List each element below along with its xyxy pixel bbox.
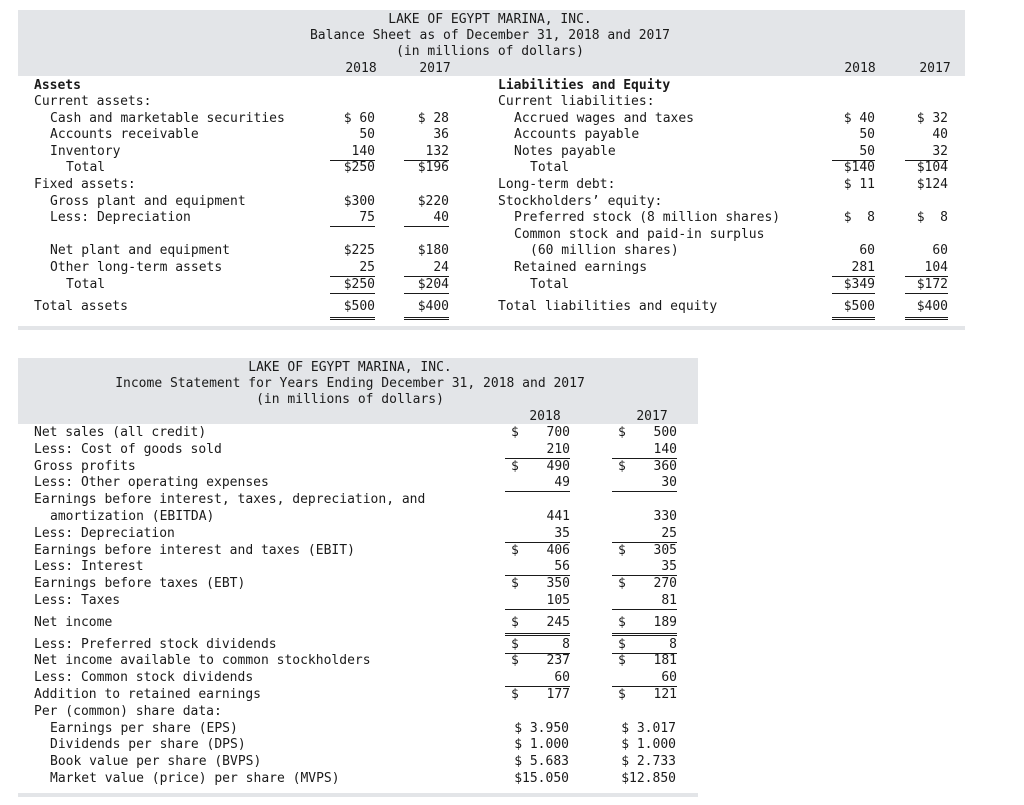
income-value-2018: 700: [546, 425, 570, 440]
liabilities-value-2018: $ 8: [843, 210, 875, 226]
assets-value-2017: $180: [417, 243, 449, 259]
assets-value-2018: 140: [330, 144, 375, 161]
income-row-label: Gross profits: [34, 458, 136, 474]
liabilities-value-2017: $172: [905, 277, 948, 294]
assets-value-2018: $250: [343, 160, 375, 176]
income-value-2018: $15.050: [514, 771, 569, 786]
income-value-2017: 30: [612, 475, 677, 492]
income-value-2018: $ 1.000: [514, 737, 569, 753]
income-row-label: Net sales (all credit): [34, 425, 207, 440]
balance-sheet-bottom-rule: [18, 326, 965, 330]
liabilities-value-2017: $ 32: [916, 110, 948, 126]
income-statement-units: (in millions of dollars): [256, 392, 444, 407]
income-year-2017: 2017: [636, 409, 668, 424]
liabilities-value-2018: 60: [859, 243, 875, 259]
income-dollar-2018: $: [511, 687, 519, 702]
liabilities-value-2018: $ 40: [843, 110, 875, 126]
income-dollar-2017: $: [618, 614, 626, 630]
assets-row-label: Fixed assets:: [34, 177, 136, 192]
liabilities-row-label: Retained earnings: [514, 260, 648, 275]
assets-row-label: Other long-term assets: [50, 260, 223, 275]
income-value-2018: 105: [505, 593, 570, 610]
income-value-2017: 330: [653, 509, 677, 524]
income-value-2017: 35: [612, 559, 677, 576]
income-value-2018: 177: [546, 687, 570, 702]
income-value-2018: 441: [546, 509, 570, 524]
liabilities-row-label: (60 million shares): [530, 243, 679, 259]
income-value-2017: 189: [612, 615, 677, 636]
assets-row-label: Current assets:: [34, 94, 152, 109]
income-dollar-2017: $: [618, 636, 626, 652]
liabilities-value-2017: 60: [932, 243, 948, 259]
income-row-label: Market value (price) per share (MVPS): [50, 771, 340, 786]
income-value-2017: $ 3.017: [621, 720, 676, 736]
assets-row-label: Gross plant and equipment: [50, 193, 246, 209]
liabilities-row-label: Current liabilities:: [498, 94, 655, 109]
income-dollar-2018: $: [511, 653, 519, 669]
income-row-label: Addition to retained earnings: [34, 687, 261, 702]
liabilities-value-2017: $104: [916, 160, 948, 176]
assets-value-2018: 50: [359, 127, 375, 143]
income-value-2017: 500: [653, 425, 677, 440]
liabilities-row-label: Accounts payable: [514, 127, 640, 143]
income-value-2017: 140: [612, 442, 677, 459]
assets-row-label: Total: [66, 160, 106, 176]
liabilities-row-label: Notes payable: [514, 143, 616, 159]
liabilities-equity-heading: Liabilities and Equity: [498, 78, 671, 93]
income-dollar-2018: $: [511, 458, 519, 474]
income-value-2017: 270: [653, 576, 677, 592]
liabilities-row-label: Total: [530, 160, 570, 176]
income-row-label: Earnings before interest, taxes, depreciation, and: [34, 492, 426, 508]
assets-value-2017: 24: [404, 260, 449, 277]
assets-year-2018: 2018: [345, 61, 377, 76]
assets-value-2017: 132: [404, 144, 449, 161]
balance-sheet-units: (in millions of dollars): [396, 44, 584, 59]
liabilities-value-2017: 104: [905, 260, 948, 277]
assets-value-2018: $500: [330, 299, 375, 320]
liabilities-value-2017: $124: [916, 177, 948, 192]
income-statement-subtitle: Income Statement for Years Ending December 31, 2018 and 2017: [115, 376, 585, 391]
income-value-2018: 406: [546, 542, 570, 558]
balance-sheet-title: LAKE OF EGYPT MARINA, INC.: [388, 12, 592, 27]
income-value-2017: 121: [653, 687, 677, 702]
liabilities-year-2018: 2018: [844, 61, 876, 76]
liabilities-row-label: Accrued wages and taxes: [514, 110, 695, 126]
income-value-2017: $ 2.733: [621, 754, 676, 770]
liabilities-value-2018: 50: [832, 144, 875, 161]
income-dollar-2018: $: [511, 636, 519, 652]
income-value-2017: $12.850: [621, 771, 676, 786]
income-row-label: Net income: [34, 614, 113, 630]
liabilities-value-2018: 50: [859, 127, 875, 143]
income-row-label: amortization (EBITDA): [50, 509, 215, 524]
assets-value-2018: 75: [330, 210, 375, 227]
liabilities-row-label: Total: [530, 276, 570, 292]
income-row-label: Less: Common stock dividends: [34, 670, 254, 686]
income-value-2018: 49: [505, 475, 570, 492]
liabilities-row-label: Common stock and paid-in surplus: [514, 226, 765, 242]
income-year-2018: 2018: [529, 409, 561, 424]
income-row-label: Less: Cost of goods sold: [34, 441, 222, 457]
liabilities-row-label: Stockholders’ equity:: [498, 193, 663, 209]
income-dollar-2017: $: [618, 576, 626, 592]
income-statement-bottom-rule: [18, 793, 698, 797]
income-dollar-2018: $: [511, 425, 519, 440]
income-dollar-2017: $: [618, 687, 626, 702]
assets-value-2017: $220: [417, 193, 449, 209]
liabilities-value-2018: 281: [832, 260, 875, 277]
income-row-label: Book value per share (BVPS): [50, 754, 262, 770]
assets-row-label: Inventory: [50, 143, 121, 159]
assets-value-2017: 40: [404, 210, 449, 227]
income-dollar-2017: $: [618, 542, 626, 558]
assets-row-label: Cash and marketable securities: [50, 110, 285, 126]
income-value-2017: 25: [612, 526, 677, 543]
income-row-label: Less: Taxes: [34, 593, 121, 608]
income-value-2018: 490: [546, 458, 570, 474]
income-row-label: Less: Interest: [34, 559, 144, 575]
income-row-label: Dividends per share (DPS): [50, 737, 246, 753]
assets-value-2018: 25: [330, 260, 375, 277]
income-row-label: Earnings before taxes (EBT): [34, 576, 246, 592]
assets-value-2018: $250: [330, 277, 375, 294]
income-dollar-2017: $: [618, 425, 626, 440]
liabilities-value-2018: $349: [832, 277, 875, 294]
income-value-2017: 81: [612, 593, 677, 610]
income-dollar-2018: $: [511, 614, 519, 630]
income-dollar-2018: $: [511, 576, 519, 592]
liabilities-value-2017: $ 8: [916, 210, 948, 226]
income-value-2018: 56: [505, 559, 570, 576]
income-row-label: Earnings before interest and taxes (EBIT): [34, 542, 355, 558]
income-value-2017: 181: [653, 653, 677, 669]
assets-year-2017: 2017: [419, 61, 451, 76]
assets-value-2018: $300: [343, 193, 375, 209]
liabilities-value-2017: $400: [905, 299, 948, 320]
income-statement-title: LAKE OF EGYPT MARINA, INC.: [248, 360, 452, 375]
assets-row-label: Accounts receivable: [50, 127, 199, 143]
income-value-2018: 350: [546, 576, 570, 592]
liabilities-row-label: Preferred stock (8 million shares): [514, 210, 781, 226]
income-value-2018: 245: [505, 615, 570, 636]
income-value-2017: 360: [653, 458, 677, 474]
income-row-label: Less: Preferred stock dividends: [34, 636, 277, 652]
assets-value-2017: 36: [433, 127, 449, 143]
income-value-2017: $ 1.000: [621, 737, 676, 753]
income-row-label: Less: Other operating expenses: [34, 475, 269, 491]
liabilities-value-2018: $ 11: [843, 177, 875, 192]
assets-value-2018: $225: [343, 243, 375, 259]
assets-heading: Assets: [34, 78, 81, 93]
income-value-2018: 60: [505, 670, 570, 687]
income-value-2018: 8: [505, 637, 570, 654]
income-dollar-2017: $: [618, 458, 626, 474]
income-value-2018: 210: [505, 442, 570, 459]
liabilities-year-2017: 2017: [919, 61, 951, 76]
income-value-2018: 237: [546, 653, 570, 669]
assets-value-2017: $400: [404, 299, 449, 320]
income-row-label: Earnings per share (EPS): [50, 720, 238, 736]
liabilities-value-2018: $140: [843, 160, 875, 176]
assets-value-2017: $204: [404, 277, 449, 294]
liabilities-value-2017: 32: [905, 144, 948, 161]
income-value-2018: $ 5.683: [514, 754, 569, 770]
liabilities-row-label: Total liabilities and equity: [498, 299, 718, 315]
income-value-2017: 60: [612, 670, 677, 687]
liabilities-row-label: Long-term debt:: [498, 177, 616, 192]
assets-value-2017: $196: [417, 160, 449, 176]
assets-value-2018: $ 60: [343, 110, 375, 126]
income-value-2017: 8: [612, 637, 677, 654]
income-value-2018: $ 3.950: [514, 720, 569, 736]
income-dollar-2017: $: [618, 653, 626, 669]
liabilities-value-2018: $500: [832, 299, 875, 320]
assets-row-label: Total: [66, 276, 106, 292]
assets-row-label: Net plant and equipment: [50, 243, 231, 259]
assets-value-2017: $ 28: [417, 110, 449, 126]
income-row-label: Less: Depreciation: [34, 525, 175, 541]
assets-row-label: Less: Depreciation: [50, 210, 191, 226]
liabilities-value-2017: 40: [932, 127, 948, 143]
income-row-label: Per (common) share data:: [34, 703, 222, 719]
income-value-2018: 35: [505, 526, 570, 543]
balance-sheet-subtitle: Balance Sheet as of December 31, 2018 and 2017: [309, 28, 671, 43]
income-value-2017: 305: [653, 542, 677, 558]
income-row-label: Net income available to common stockholders: [34, 653, 371, 669]
assets-row-label: Total assets: [34, 299, 128, 315]
income-dollar-2018: $: [511, 542, 519, 558]
